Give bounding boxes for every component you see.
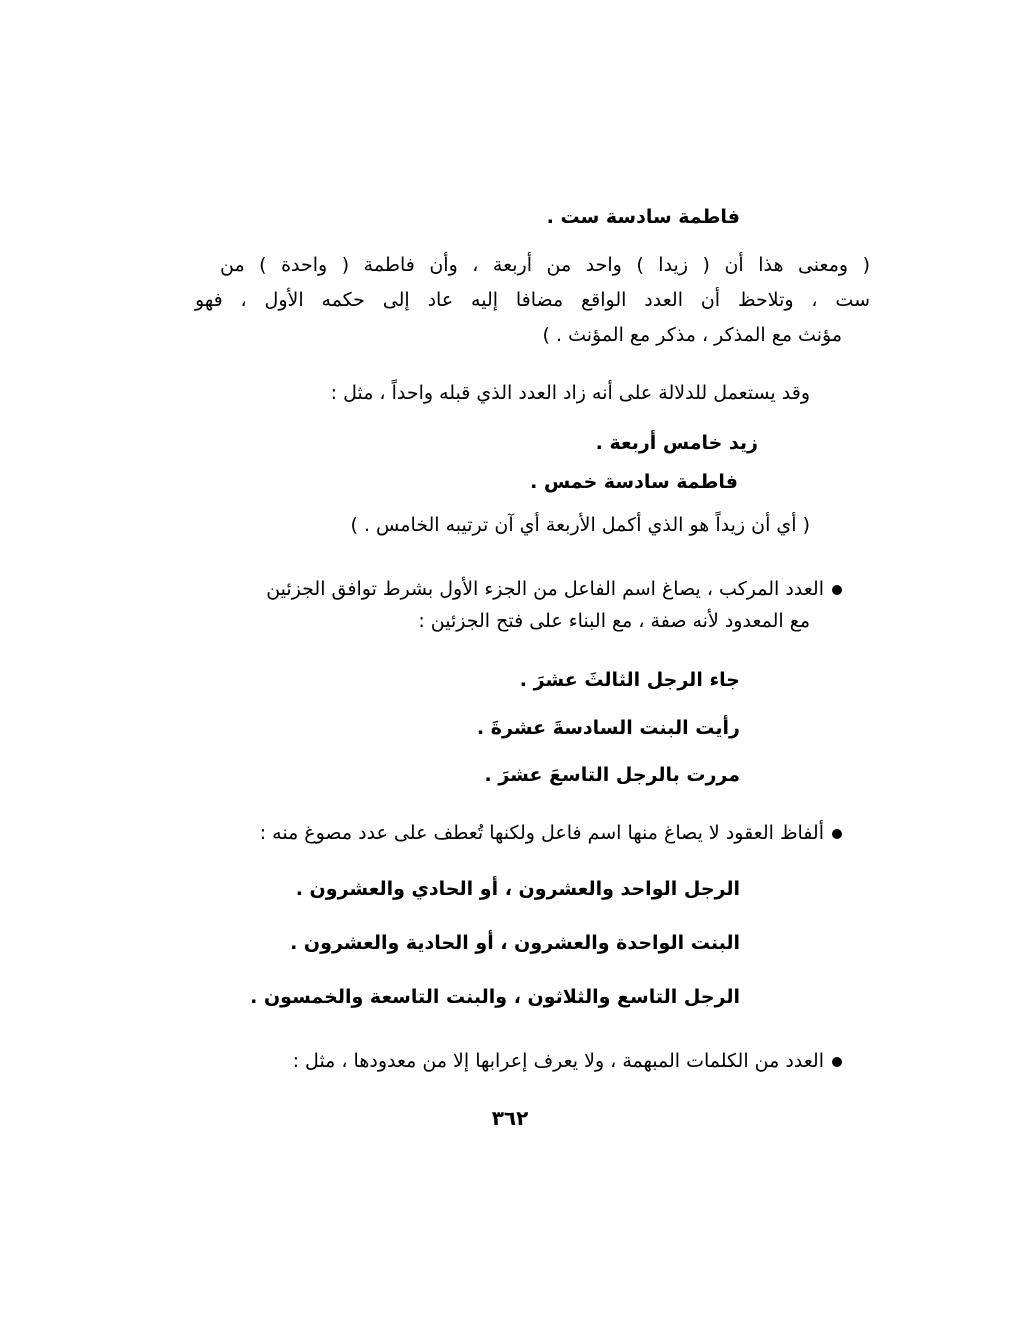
example-line: زيد خامس أربعة . <box>595 432 758 454</box>
bullet-icon <box>832 829 842 839</box>
example-line: الرجل الواحد والعشرون ، أو الحادي والعشرون . <box>295 878 740 900</box>
bullet-text: العدد المركب ، يصاغ اسم الفاعل من الجزء الأول بشرط توافق الجزئين <box>266 578 824 600</box>
page-number: ٣٦٢ <box>491 1106 529 1130</box>
paragraph-line: مع المعدود لأنه صفة ، مع البناء على فتح الجزئين : <box>418 610 810 632</box>
example-line: فاطمة سادسة خمس . <box>530 471 738 493</box>
example-line: الرجل التاسع والثلاثون ، والبنت التاسعة والخمسون . <box>250 986 740 1008</box>
bullet-icon <box>832 1057 842 1067</box>
paragraph-line: مؤنث مع المذكر ، مذكر مع المؤنث . ) <box>542 324 842 346</box>
paragraph-line: وقد يستعمل للدلالة على أنه زاد العدد الذي قبله واحداً ، مثل : <box>330 382 810 404</box>
bullet-icon <box>832 585 842 595</box>
bullet-item <box>266 574 842 604</box>
example-line: فاطمة سادسة ست . <box>546 206 740 228</box>
bullet-item <box>260 818 842 848</box>
paragraph-line: ( ومعنى هذا أن ( زيدا ) واحد من أربعة ، وأن فاطمة ( واحدة ) من <box>220 254 870 276</box>
paragraph-line: ست ، وتلاحظ أن العدد الواقع مضافا إليه عاد إلى حكمه الأول ، فهو <box>195 289 870 311</box>
note-line: ( أي أن زيداً هو الذي أكمل الأربعة أي آن ترتيبه الخامس . ) <box>350 514 810 536</box>
bullet-item <box>293 1046 842 1076</box>
example-line: رأيت البنت السادسةَ عشرةَ . <box>476 717 740 739</box>
example-line: مررت بالرجل التاسعَ عشرَ . <box>484 764 740 786</box>
bullet-text: ألفاظ العقود لا يصاغ منها اسم فاعل ولكنها تُعطف على عدد مصوغ منه : <box>259 822 824 844</box>
example-line: جاء الرجل الثالثَ عشرَ . <box>519 669 740 691</box>
example-line: البنت الواحدة والعشرون ، أو الحادية والعشرون . <box>290 932 740 954</box>
bullet-text: العدد من الكلمات المبهمة ، ولا يعرف إعرابها إلا من معدودها ، مثل : <box>292 1050 824 1072</box>
